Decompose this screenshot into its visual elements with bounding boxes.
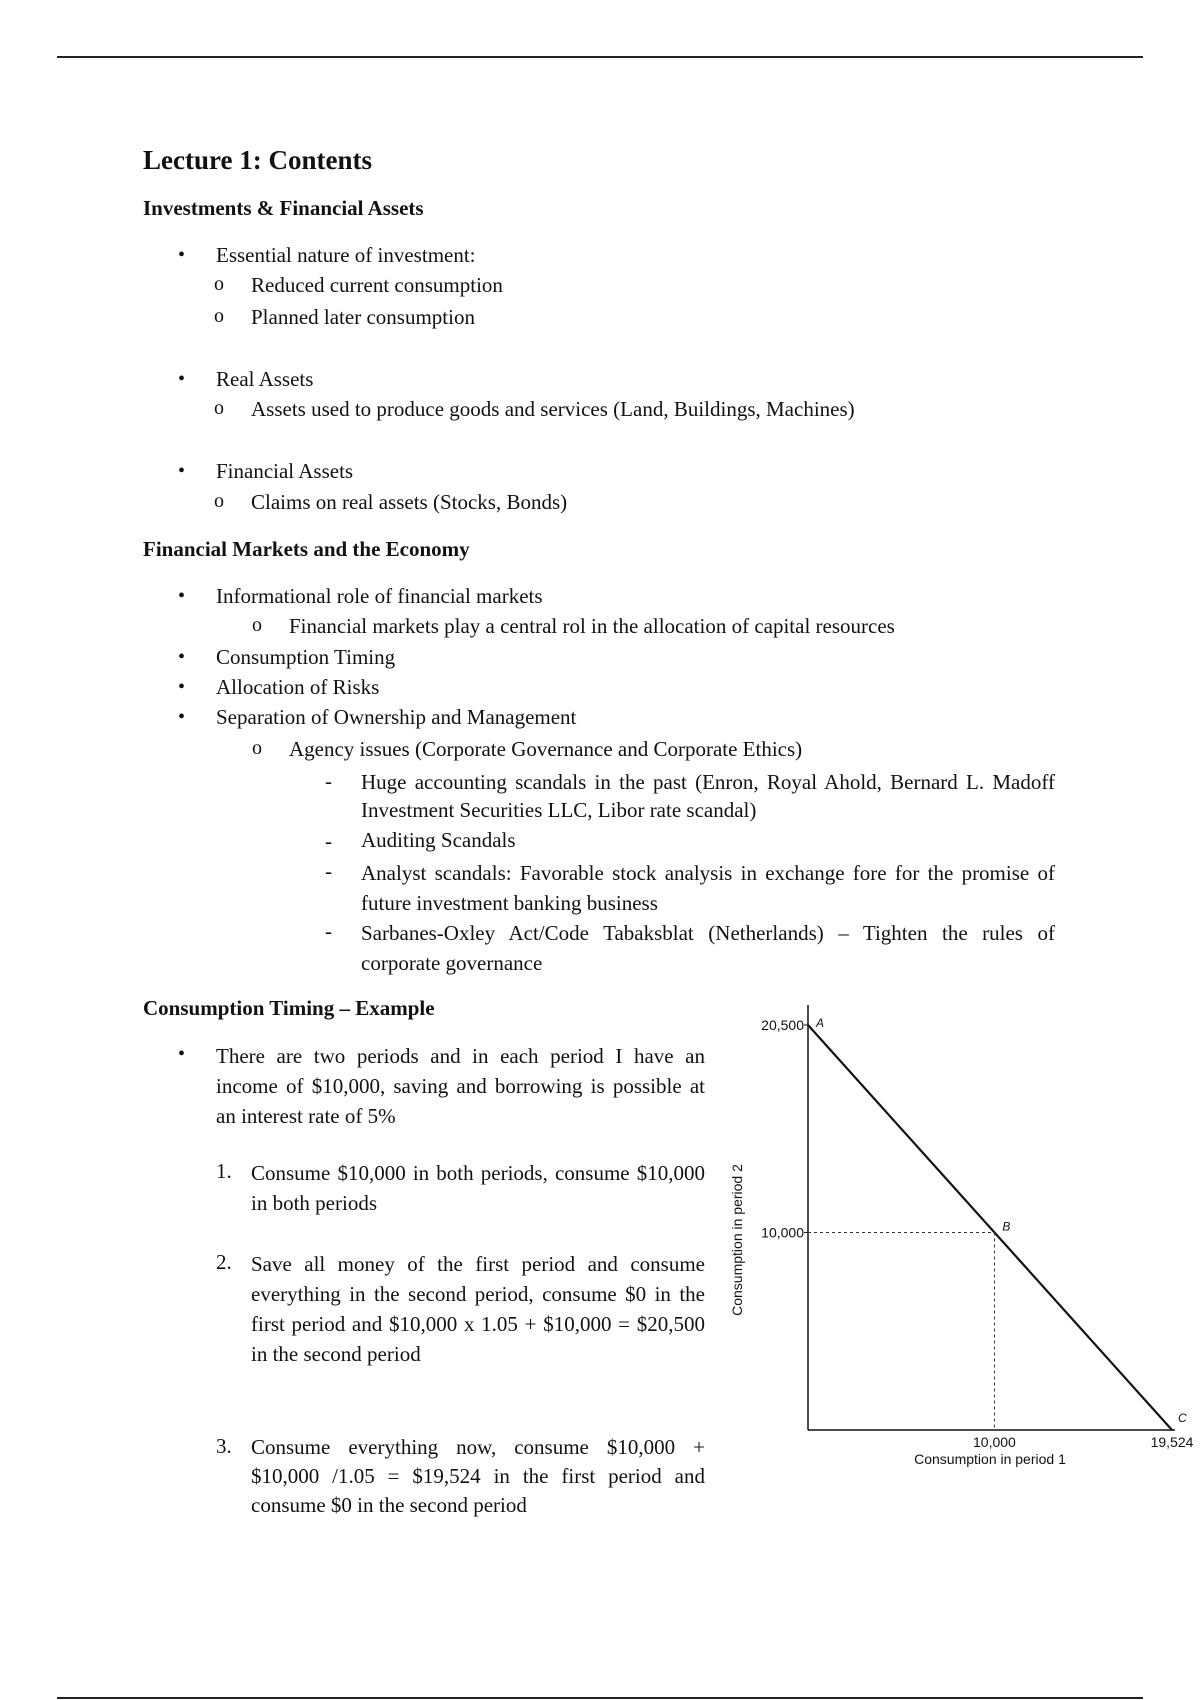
- x-tick-label: 10,000: [973, 1434, 1016, 1450]
- x-axis-label: Consumption in period 1: [914, 1451, 1066, 1467]
- circle-bullet-icon: o: [214, 273, 224, 295]
- y-tick-label: 10,000: [761, 1224, 804, 1241]
- section-heading-investments: Investments & Financial Assets: [143, 196, 424, 220]
- top-rule: [57, 56, 1143, 58]
- list-item: Financial Assets: [216, 459, 354, 483]
- circle-bullet-icon: o: [214, 397, 224, 419]
- bullet-icon: •: [178, 706, 186, 728]
- list-item: Claims on real assets (Stocks, Bonds): [251, 490, 568, 514]
- list-item: Consume $10,000 in both periods, consume $10,000 in both periods: [251, 1161, 705, 1215]
- list-item: Auditing Scandals: [361, 828, 516, 852]
- bullet-icon: •: [178, 646, 186, 668]
- bottom-rule: [57, 1697, 1143, 1699]
- bullet-icon: •: [178, 585, 186, 607]
- list-item: Assets used to produce goods and services (Land, Buildings, Machines): [251, 397, 855, 421]
- point-label-b: B: [1002, 1219, 1011, 1234]
- bullet-icon: •: [178, 460, 186, 482]
- dash-icon: -: [325, 829, 332, 853]
- list-item: Separation of Ownership and Management: [216, 705, 577, 729]
- section-heading-markets: Financial Markets and the Economy: [143, 537, 470, 561]
- list-number: 1.: [216, 1159, 232, 1183]
- page-title: Lecture 1: Contents: [143, 145, 372, 175]
- bullet-icon: •: [178, 1043, 186, 1065]
- x-tick-label: 19,524: [1150, 1434, 1194, 1450]
- bullet-icon: •: [178, 368, 186, 390]
- circle-bullet-icon: o: [214, 305, 224, 327]
- list-item: Informational role of financial markets: [216, 584, 543, 608]
- list-item: Allocation of Risks: [216, 675, 380, 699]
- bullet-icon: •: [178, 676, 186, 698]
- dash-icon: -: [325, 919, 332, 943]
- point-label-a: A: [816, 1016, 825, 1030]
- dash-icon: -: [325, 859, 332, 883]
- consumption-timing-chart: [725, 985, 1194, 1467]
- point-label-c: C: [1178, 1411, 1187, 1425]
- y-tick-label: 20,500: [761, 1017, 804, 1033]
- list-item: Consumption Timing: [216, 645, 396, 669]
- circle-bullet-icon: o: [252, 737, 262, 759]
- list-number: 2.: [216, 1250, 232, 1274]
- list-item: Planned later consumption: [251, 305, 475, 329]
- bullet-icon: •: [178, 244, 186, 266]
- section-heading-consumption: Consumption Timing – Example: [143, 996, 435, 1020]
- list-item: Save all money of the first period and consume everything in the second period, consume $0 in the first period and $10,000 x 1.05 + $10,000 = $20,500 in the second period: [251, 1252, 705, 1366]
- list-item: Essential nature of investment:: [216, 243, 476, 267]
- list-item: Huge accounting scandals in the past (Enron, Royal Ahold, Bernard L. Madoff Investment Securities LLC, Libor rate scandal): [361, 770, 1055, 822]
- list-item: Reduced current consumption: [251, 273, 503, 297]
- list-item: There are two periods and in each period I have an income of $10,000, saving and borrowing is possible at an interest rate of 5%: [216, 1044, 705, 1128]
- list-item: Sarbanes-Oxley Act/Code Tabaksblat (Netherlands) – Tighten the rules of corporate governance: [361, 921, 1055, 975]
- list-item: Analyst scandals: Favorable stock analysis in exchange fore for the promise of future investment banking business: [361, 861, 1055, 915]
- list-item: Consume everything now, consume $10,000 + $10,000 /1.05 = $19,524 in the first period and consume $0 in the second period: [251, 1435, 705, 1517]
- dash-icon: -: [325, 769, 332, 793]
- list-number: 3.: [216, 1434, 232, 1458]
- list-item: Agency issues (Corporate Governance and Corporate Ethics): [289, 737, 803, 761]
- circle-bullet-icon: o: [214, 490, 224, 512]
- list-item: Real Assets: [216, 367, 314, 391]
- list-item: Financial markets play a central rol in the allocation of capital resources: [289, 614, 895, 638]
- y-axis-label: Consumption in period 2: [729, 1164, 745, 1316]
- circle-bullet-icon: o: [252, 614, 262, 636]
- budget-line: [808, 1025, 1172, 1430]
